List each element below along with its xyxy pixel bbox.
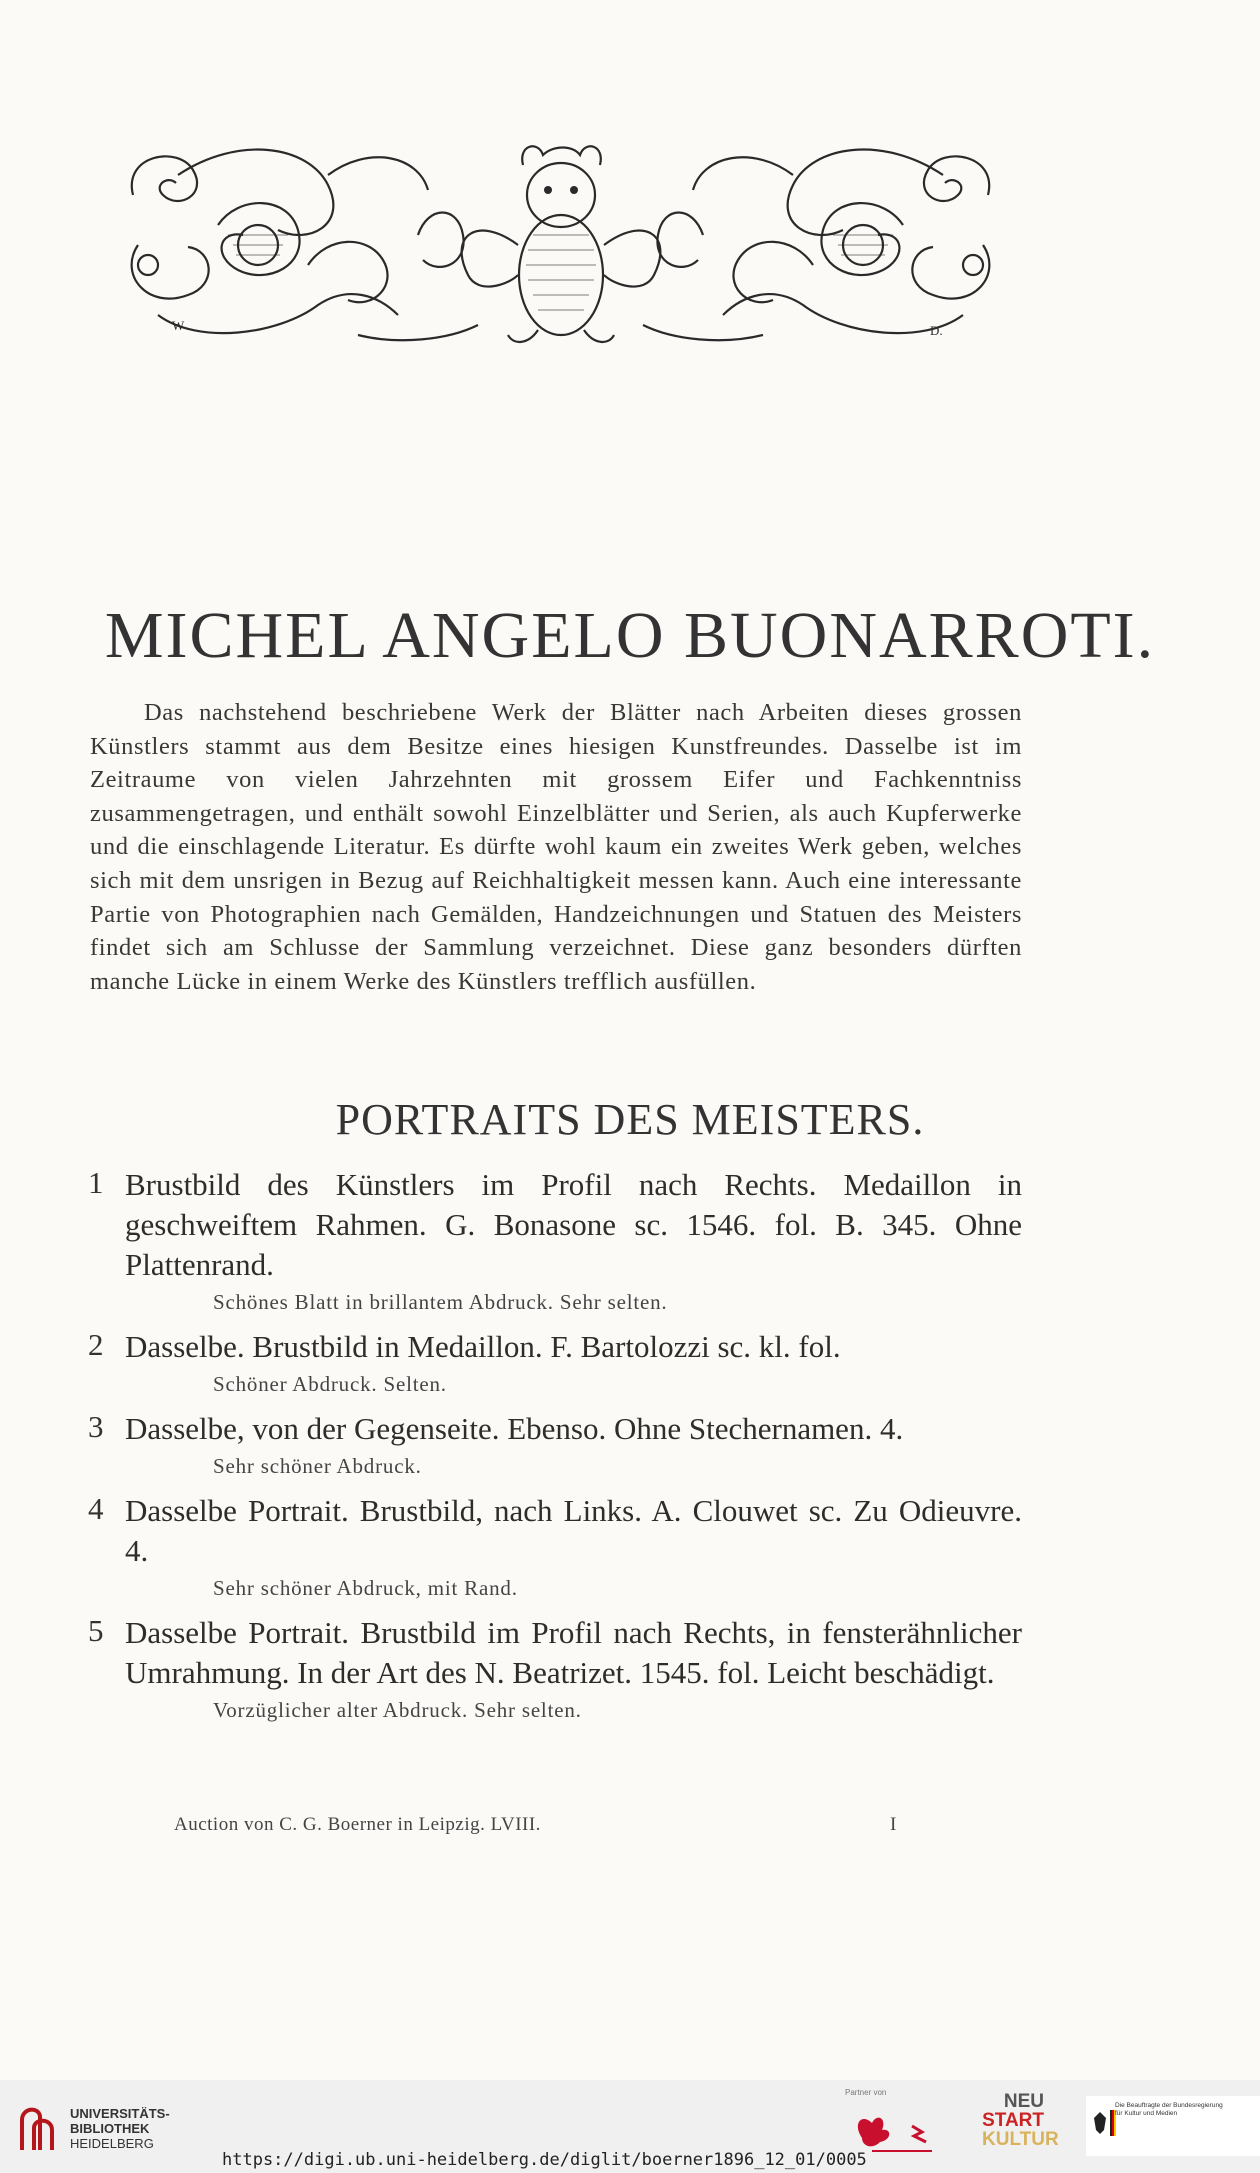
university-library-logo-icon[interactable] bbox=[14, 2102, 60, 2154]
digitization-bar bbox=[0, 2080, 1260, 2173]
entry-note: Schönes Blatt in brillantem Abdruck. Sehr selten. bbox=[213, 1290, 668, 1314]
entry-note: Vorzüglicher alter Abdruck. Sehr selten. bbox=[213, 1698, 582, 1722]
entry-text: Dasselbe, von der Gegenseite. Ebenso. Ohne Stechernamen. 4. bbox=[125, 1411, 904, 1446]
permalink-url[interactable]: https://digi.ub.uni-heidelberg.de/diglit/boerner1896_12_01/0005 bbox=[222, 2150, 867, 2170]
signature-mark: I bbox=[890, 1814, 897, 1835]
library-line-2: BIBLIOTHEK bbox=[70, 2121, 150, 2136]
ornament-signature-left: W bbox=[172, 318, 185, 333]
partner-label: Partner von bbox=[845, 2088, 887, 2097]
entry-note: Schöner Abdruck. Selten. bbox=[213, 1372, 447, 1396]
catalog-entry bbox=[88, 1409, 1022, 1483]
entry-text: Dasselbe Portrait. Brustbild, nach Links. A. Clouwet sc. Zu Odieuvre. 4. bbox=[125, 1493, 1022, 1568]
bkm-line-1: Die Beauftragte der Bundesregierung bbox=[1115, 2102, 1223, 2109]
auction-footer-text: Auction von C. G. Boerner in Leipzig. LVIII. bbox=[174, 1814, 541, 1835]
ornament-headpiece bbox=[118, 135, 1003, 350]
entry-text: Dasselbe Portrait. Brustbild im Profil nach Rechts, in fensterähnlicher Umrahmung. In der Art des N. Beatrizet. 1545. fol. Leicht beschädigt. bbox=[125, 1615, 1022, 1690]
catalog-entry bbox=[88, 1491, 1022, 1605]
entry-number: 2 bbox=[88, 1327, 104, 1362]
neustart-line-1: NEU bbox=[1003, 2091, 1044, 2112]
entry-text: Dasselbe. Brustbild in Medaillon. F. Bartolozzi sc. kl. fol. bbox=[125, 1329, 841, 1364]
entry-number: 4 bbox=[88, 1491, 104, 1526]
page-footer bbox=[174, 1814, 914, 1836]
neustart-line-2: START bbox=[982, 2110, 1044, 2131]
page-title: MICHEL ANGELO BUONARROTI. bbox=[104, 599, 1156, 672]
entry-number: 1 bbox=[88, 1165, 104, 1200]
section-title: PORTRAITS DES MEISTERS. bbox=[335, 1095, 925, 1144]
ddb-partner-logo-icon[interactable] bbox=[842, 2098, 962, 2158]
neustart-kultur-logo[interactable] bbox=[982, 2091, 1059, 2150]
catalog-entry bbox=[88, 1327, 1022, 1401]
university-library-name[interactable] bbox=[70, 2106, 170, 2151]
catalog-entry bbox=[88, 1165, 1022, 1319]
entry-note: Sehr schöner Abdruck. bbox=[213, 1454, 422, 1478]
neustart-line-3: KULTUR bbox=[982, 2129, 1059, 2150]
library-line-1: UNIVERSITÄTS- bbox=[70, 2106, 170, 2121]
entry-number: 5 bbox=[88, 1613, 104, 1648]
entry-number: 3 bbox=[88, 1409, 104, 1444]
catalog-entries bbox=[88, 1165, 1022, 1735]
bkm-label bbox=[1115, 2102, 1223, 2118]
library-line-3: HEIDELBERG bbox=[70, 2136, 154, 2151]
ornament-signature-right: D. bbox=[930, 323, 943, 338]
catalog-entry bbox=[88, 1613, 1022, 1727]
entry-text: Brustbild des Künstlers im Profil nach Rechts. Medaillon in geschweiftem Rahmen. G. Bonasone sc. 1546. fol. B. 345. Ohne Plattenrand. bbox=[125, 1167, 1022, 1282]
entry-note: Sehr schöner Abdruck, mit Rand. bbox=[213, 1576, 518, 1600]
intro-paragraph: Das nachstehend beschriebene Werk der Blätter nach Arbeiten dieses grossen Künstlers stammt aus dem Besitze eines hiesigen Kunstfreundes. Dasselbe ist im Zeitraume von vielen Jahrzehnten mit grossem Eifer und Fachkenntniss zusammengetragen, und enthält sowohl Einzelblätter und Serien, als auch Kupferwerke und die einschlagende Literatur. Es dürfte wohl kaum ein zweites Werk geben, welches sich mit dem unsrigen in Bezug auf Reichhaltigkeit messen kann. Auch eine interessante Partie von Photographien nach Gemälden, Handzeichnungen und Statuen des Meisters findet sich am Schlusse der Sammlung verzeichnet. Diese ganz besonders dürften manche Lücke in einem Werke des Künstlers trefflich ausfüllen. bbox=[90, 699, 1022, 995]
bkm-line-2: für Kultur und Medien bbox=[1115, 2110, 1178, 2117]
